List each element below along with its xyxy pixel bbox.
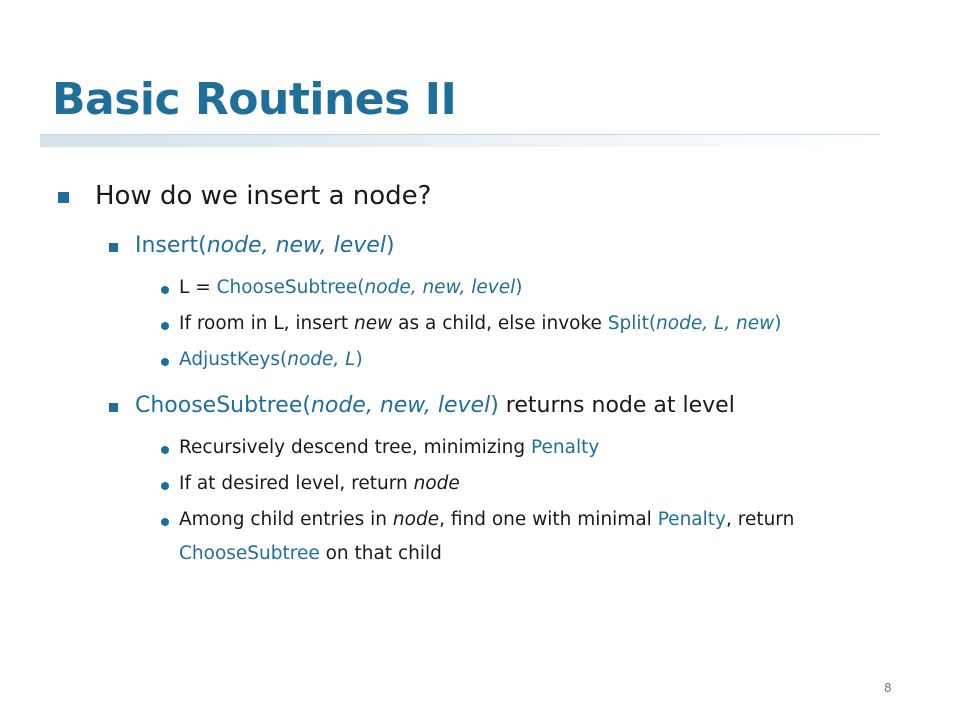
item-among-children — [179, 509, 794, 530]
keyword-penalty: Penalty — [531, 437, 600, 458]
bullet-insert-question: How do we insert a node? — [95, 181, 432, 211]
fn-args: node, L — [287, 349, 356, 370]
dot-bullet-icon — [161, 322, 169, 330]
fn-args: node, new, level — [364, 277, 516, 298]
item-text: on that child — [319, 543, 442, 564]
item-text: If room in L, insert — [179, 313, 355, 334]
square-bullet-icon — [109, 243, 118, 252]
fn-close: ) — [515, 277, 523, 298]
item-recursive-descend — [179, 437, 599, 458]
insert-args: node, new, level — [206, 233, 386, 258]
fn-name: AdjustKeys( — [179, 349, 288, 370]
dot-bullet-icon — [161, 358, 169, 366]
item-text: Recursively descend tree, minimizing — [179, 437, 532, 458]
item-text: If at desired level, return — [179, 473, 414, 494]
item-text: , find one with minimal — [439, 509, 658, 530]
item-text: node — [392, 509, 440, 530]
insert-close: ) — [385, 233, 395, 258]
item-text: Among child entries in — [179, 509, 393, 530]
item-text: new — [354, 313, 393, 334]
insert-fn: Insert( — [135, 233, 207, 258]
item-desired-level — [179, 473, 460, 494]
item-adjust-keys — [179, 349, 363, 370]
bullet-insert-signature — [135, 233, 395, 258]
item-text: returns node at level — [498, 393, 735, 418]
item-text: L = — [179, 277, 217, 298]
fn-close: ) — [774, 313, 782, 334]
item-choose-subtree-call — [179, 277, 523, 298]
fn-name: ChooseSubtree( — [135, 393, 311, 418]
fn-name: ChooseSubtree — [179, 543, 320, 564]
item-text: as a child, else invoke — [392, 313, 608, 334]
page-number: 8 — [884, 681, 892, 695]
slide-title: Basic Routines II — [52, 74, 457, 125]
square-bullet-icon — [109, 403, 118, 412]
dot-bullet-icon — [161, 482, 169, 490]
title-divider — [40, 134, 880, 147]
dot-bullet-icon — [161, 518, 169, 526]
fn-args: node, new, level — [310, 393, 491, 418]
fn-close: ) — [355, 349, 363, 370]
keyword-penalty: Penalty — [657, 509, 726, 530]
fn-name: Split( — [607, 313, 657, 334]
fn-args: node, L, new — [656, 313, 775, 334]
fn-close: ) — [490, 393, 499, 418]
item-room-split — [179, 313, 782, 334]
item-text: node — [413, 473, 460, 494]
bullet-choose-subtree — [135, 393, 735, 418]
fn-name: ChooseSubtree( — [216, 277, 365, 298]
dot-bullet-icon — [161, 286, 169, 294]
item-text: , return — [725, 509, 795, 530]
dot-bullet-icon — [161, 446, 169, 454]
square-bullet-icon — [58, 192, 69, 203]
item-among-children-cont — [179, 543, 442, 564]
